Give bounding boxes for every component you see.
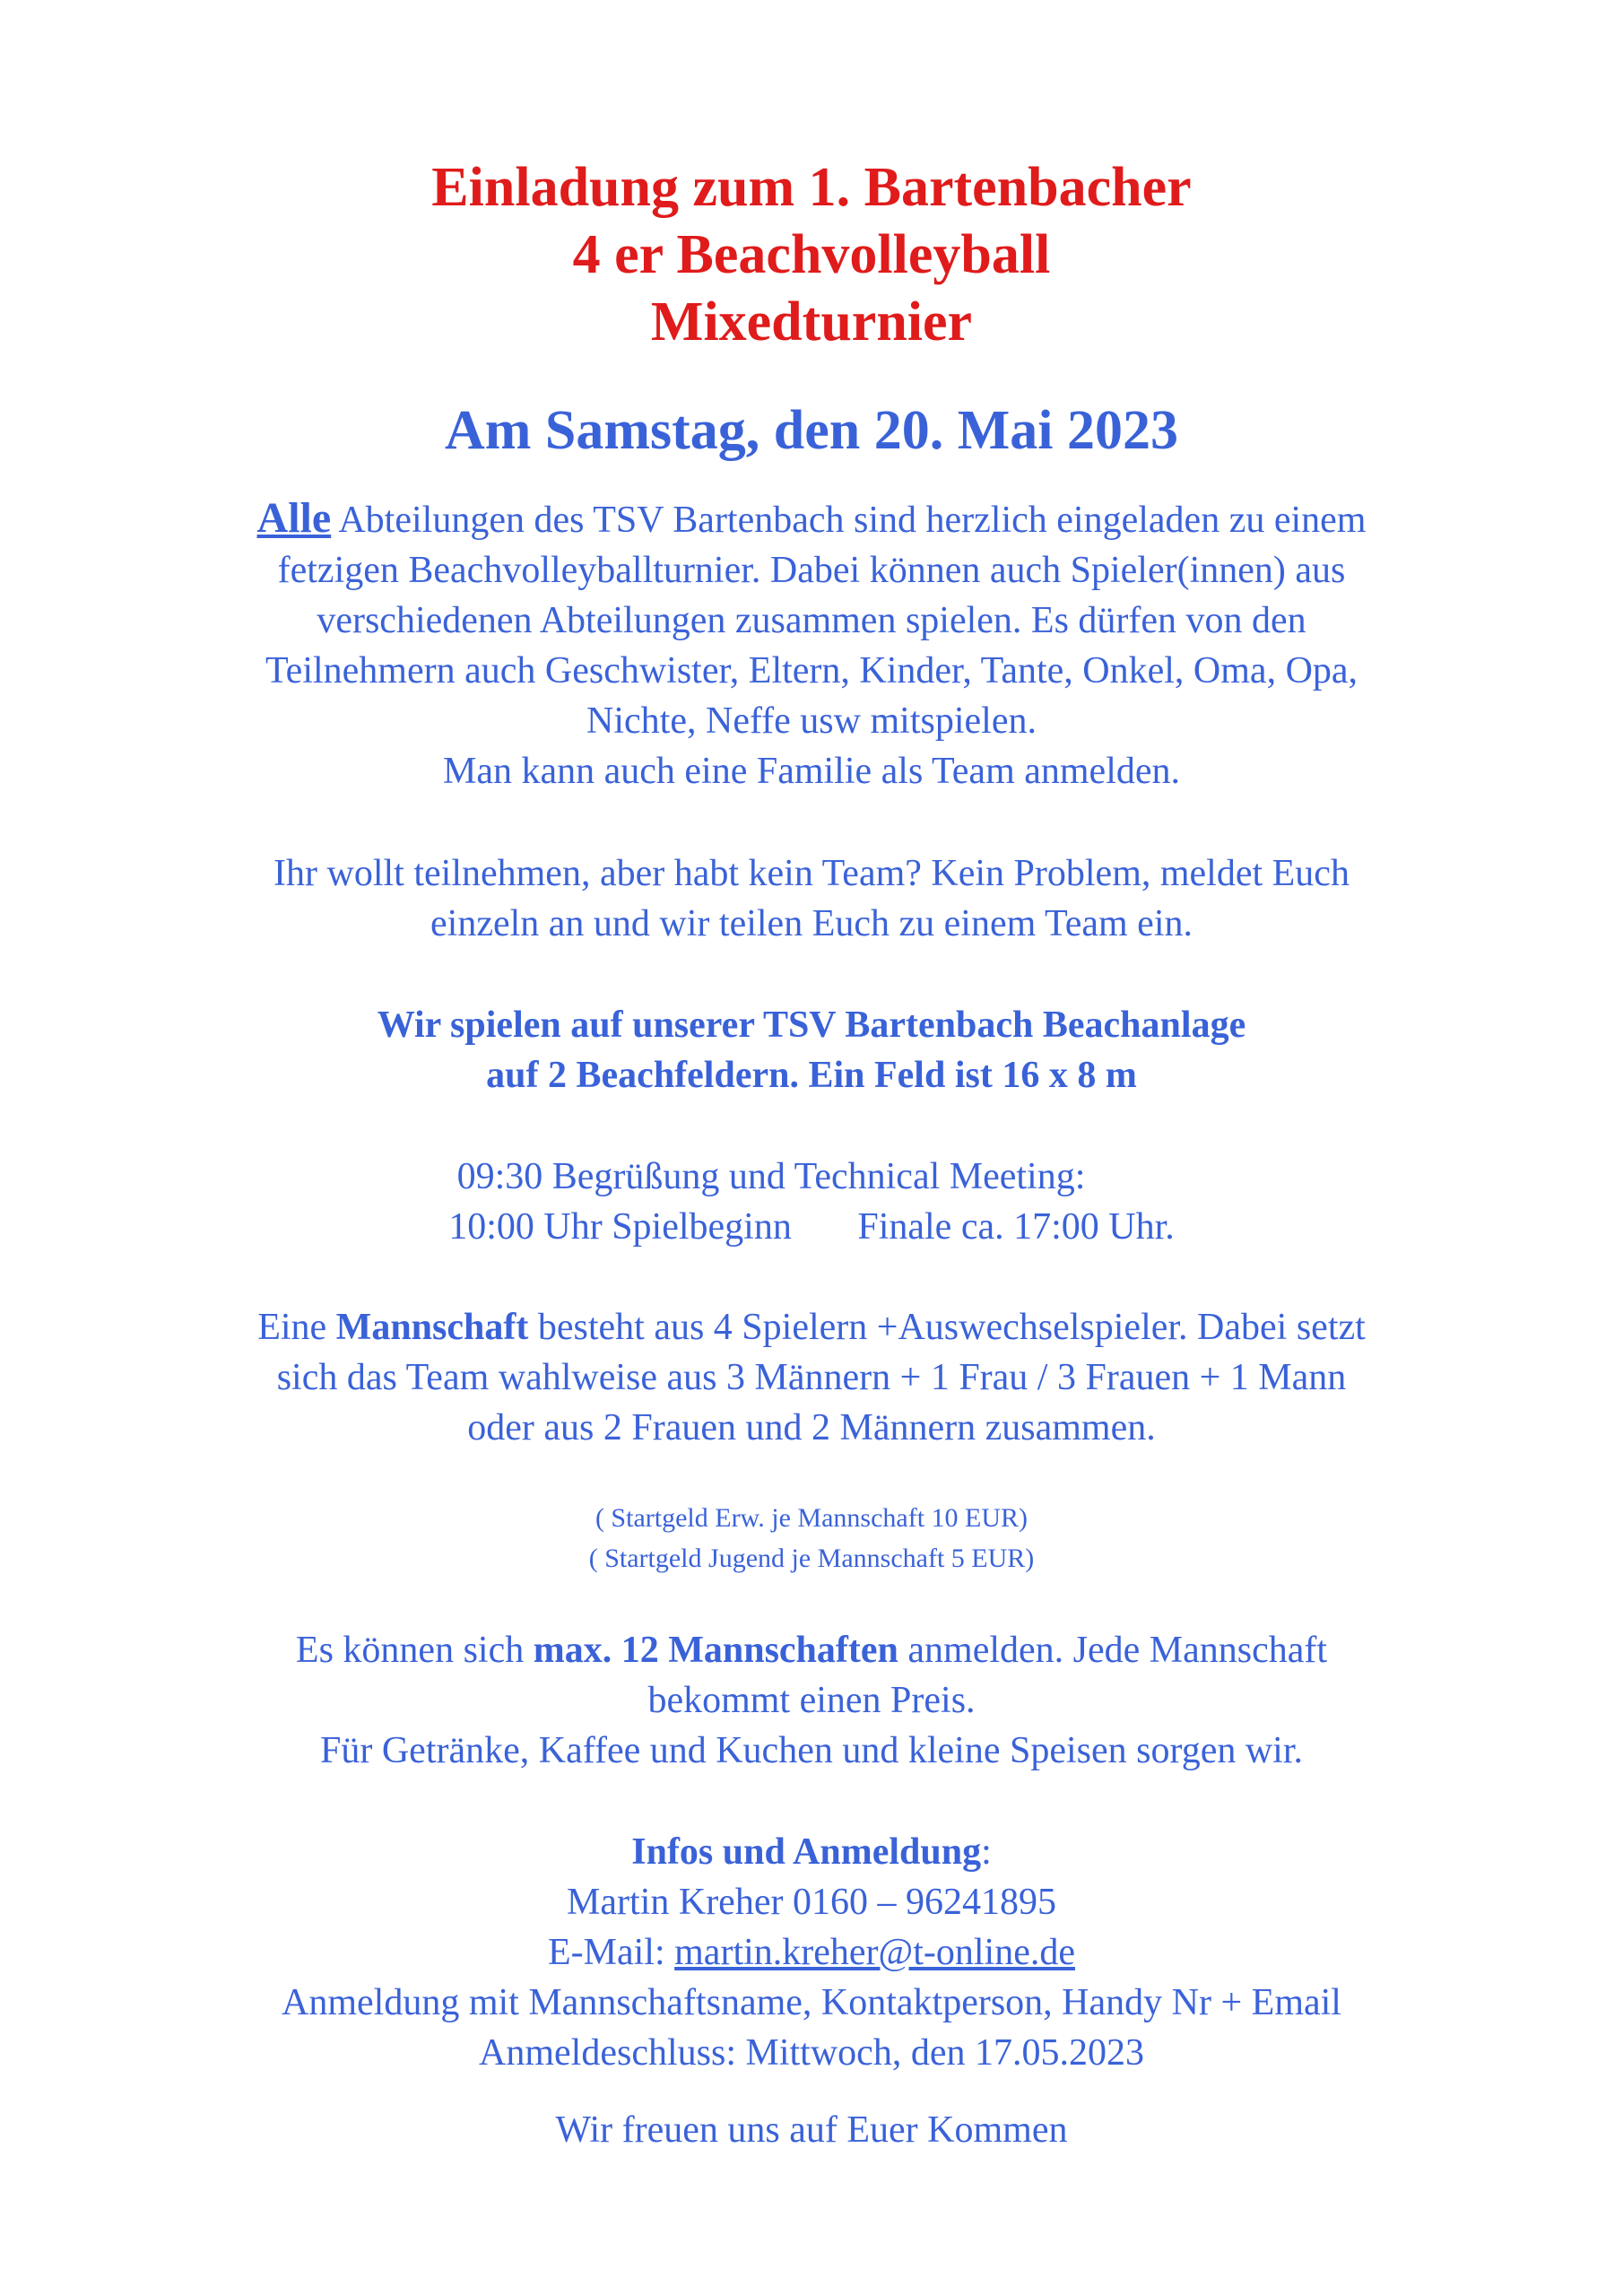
schedule-line-2: 10:00 Uhr Spielbeginn Finale ca. 17:00 Uhr. — [448, 1206, 1175, 1248]
solo-line-1: Ihr wollt teilnehmen, aber habt kein Team? Kein Problem, meldet Euch — [273, 853, 1350, 894]
limits-line-3: Für Getränke, Kaffee und Kuchen und kleine Speisen sorgen wir. — [320, 1730, 1303, 1771]
title-line-1: Einladung zum 1. Bartenbacher — [431, 157, 1192, 218]
fees-block — [0, 1498, 1623, 1578]
solo-paragraph — [0, 848, 1623, 949]
intro-paragraph — [0, 493, 1623, 796]
limits-line-1-pre: Es können sich — [295, 1630, 534, 1671]
registration-info: Anmeldung mit Mannschaftsname, Kontaktperson, Handy Nr + Email — [282, 1982, 1341, 2023]
venue-paragraph — [0, 1000, 1623, 1100]
title-line-3: Mixedturnier — [650, 291, 973, 352]
event-date: Am Samstag, den 20. Mai 2023 — [444, 400, 1179, 461]
contact-person: Martin Kreher 0160 – 96241895 — [567, 1882, 1056, 1923]
intro-line-1-rest: Abteilungen des TSV Bartenbach sind herzlich eingeladen zu einem — [331, 500, 1367, 541]
team-line-2: sich das Team wahlweise aus 3 Männern + 1 Frau / 3 Frauen + 1 Mann — [276, 1357, 1347, 1398]
invitation-title — [0, 154, 1623, 356]
title-line-2: 4 er Beachvolleyball — [572, 224, 1051, 285]
schedule-paragraph — [0, 1152, 1623, 1252]
intro-line-3: verschiedenen Abteilungen zusammen spielen. Es dürfen von den — [317, 600, 1306, 641]
fee-youth: ( Startgeld Jugend je Mannschaft 5 EUR) — [588, 1544, 1035, 1573]
closing-line: Wir freuen uns auf Euer Kommen — [555, 2109, 1068, 2151]
contact-paragraph — [0, 1827, 1623, 2078]
intro-line-1 — [0, 493, 1623, 545]
contact-heading-bold: Infos und Anmeldung — [631, 1831, 982, 1873]
solo-line-2: einzeln an und wir teilen Euch zu einem Team ein. — [430, 903, 1193, 944]
contact-heading — [0, 1827, 1623, 1877]
team-line-1-post: besteht aus 4 Spielern +Auswechselspieler. Dabei setzt — [528, 1307, 1366, 1348]
fee-adult: ( Startgeld Erw. je Mannschaft 10 EUR) — [595, 1503, 1028, 1533]
intro-line-6: Man kann auch eine Familie als Team anmelden. — [442, 751, 1180, 792]
intro-line-5: Nichte, Neffe usw mitspielen. — [586, 700, 1037, 742]
team-line-1 — [0, 1302, 1623, 1352]
team-line-3: oder aus 2 Frauen und 2 Männern zusammen. — [467, 1407, 1156, 1448]
max-teams-emphasis: max. 12 Mannschaften — [533, 1630, 898, 1671]
limits-line-2: bekommt einen Preis. — [647, 1680, 976, 1721]
alle-emphasis: Alle — [256, 494, 332, 542]
team-line-1-pre: Eine — [257, 1307, 336, 1348]
intro-line-4: Teilnehmern auch Geschwister, Eltern, Kinder, Tante, Onkel, Oma, Opa, — [265, 650, 1358, 691]
venue-line-1: Wir spielen auf unserer TSV Bartenbach Beachanlage — [377, 1004, 1246, 1046]
limits-line-1 — [0, 1625, 1623, 1675]
schedule-line-1: 09:30 Begrüßung und Technical Meeting: — [456, 1156, 1086, 1197]
intro-line-2: fetzigen Beachvolleyballturnier. Dabei können auch Spieler(innen) aus — [277, 550, 1346, 591]
limits-paragraph — [0, 1625, 1623, 1776]
contact-heading-colon: : — [981, 1831, 992, 1873]
mannschaft-emphasis: Mannschaft — [335, 1307, 529, 1348]
contact-email-line — [0, 1927, 1623, 1978]
email-label: E-Mail: — [548, 1932, 675, 1973]
limits-line-1-post: anmelden. Jede Mannschaft — [898, 1630, 1328, 1671]
email-link[interactable]: martin.kreher@t-online.de — [674, 1932, 1075, 1973]
venue-line-2: auf 2 Beachfeldern. Ein Feld ist 16 x 8 m — [486, 1055, 1137, 1096]
registration-deadline: Anmeldeschluss: Mittwoch, den 17.05.2023 — [479, 2032, 1144, 2074]
team-paragraph — [0, 1302, 1623, 1453]
